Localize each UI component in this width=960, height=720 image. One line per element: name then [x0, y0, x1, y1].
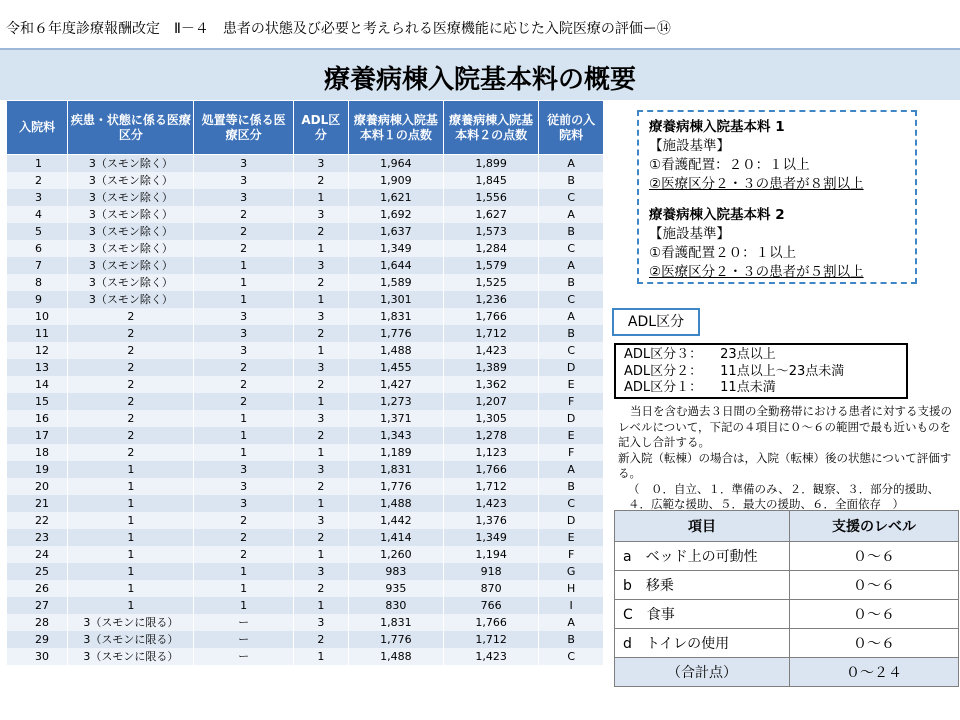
fee-number: 29	[7, 631, 68, 648]
adl-category: 3	[293, 206, 348, 223]
table-row	[7, 393, 604, 410]
fee-number: 18	[7, 444, 68, 461]
disease-category: 3（スモン除く）	[68, 291, 194, 308]
title-bar	[0, 48, 960, 100]
header	[0, 0, 960, 46]
points-1: 1,349	[348, 240, 443, 257]
previous-fee: B	[539, 172, 604, 189]
adl-category: 2	[293, 376, 348, 393]
adl-category: 1	[293, 189, 348, 206]
adl-category: 3	[293, 410, 348, 427]
table-row	[7, 240, 604, 257]
treatment-category: 3	[194, 461, 293, 478]
points-2: 1,236	[444, 291, 539, 308]
previous-fee: H	[539, 580, 604, 597]
previous-fee: I	[539, 597, 604, 614]
points-1: 1,427	[348, 376, 443, 393]
disease-category: 3（スモン除く）	[68, 257, 194, 274]
previous-fee: F	[539, 444, 604, 461]
fee-number: 24	[7, 546, 68, 563]
table-row	[7, 206, 604, 223]
support-item: b 移乗	[615, 571, 790, 600]
disease-category: 2	[68, 308, 194, 325]
previous-fee: B	[539, 325, 604, 342]
support-total-label: （合計点）	[615, 658, 790, 687]
previous-fee: D	[539, 512, 604, 529]
table-row	[7, 529, 604, 546]
treatment-category: 2	[194, 512, 293, 529]
table-row	[7, 274, 604, 291]
adl-category: 3	[293, 359, 348, 376]
points-1: 1,621	[348, 189, 443, 206]
fee-number: 30	[7, 648, 68, 665]
table-row	[7, 580, 604, 597]
treatment-category: 2	[194, 393, 293, 410]
points-2: 1,362	[444, 376, 539, 393]
fee-number: 19	[7, 461, 68, 478]
treatment-category: 2	[194, 223, 293, 240]
treatment-category: 3	[194, 478, 293, 495]
col-header-disease: 疾患・状態に係る医療区分	[68, 101, 194, 155]
desc-paragraph-1: 当日を含む過去３日間の全勤務帯における患者に対する支援のレベルについて，下記の４項目に０～６の範囲で最も近いものを記入し合計する。	[618, 404, 952, 449]
adl-category: 1	[293, 342, 348, 359]
adl-category: 2	[293, 172, 348, 189]
fee-number: 2	[7, 172, 68, 189]
fee-number: 4	[7, 206, 68, 223]
previous-fee: A	[539, 155, 604, 173]
support-level: ０～６	[790, 542, 959, 571]
adl-category: 3	[293, 308, 348, 325]
points-2: 1,194	[444, 546, 539, 563]
fee-number: 1	[7, 155, 68, 173]
disease-category: 3（スモン除く）	[68, 172, 194, 189]
adl-category: 3	[293, 461, 348, 478]
adl-category: 1	[293, 240, 348, 257]
adl-category: 2	[293, 223, 348, 240]
points-1: 1,488	[348, 648, 443, 665]
fee-number: 5	[7, 223, 68, 240]
points-2: 1,556	[444, 189, 539, 206]
adl-category: 2	[293, 631, 348, 648]
treatment-category: 3	[194, 495, 293, 512]
points-1: 1,692	[348, 206, 443, 223]
treatment-category: 1	[194, 257, 293, 274]
treatment-category: 1	[194, 597, 293, 614]
points-1: 1,644	[348, 257, 443, 274]
disease-category: 1	[68, 512, 194, 529]
fee-number: 13	[7, 359, 68, 376]
treatment-category: 3	[194, 342, 293, 359]
points-2: 1,284	[444, 240, 539, 257]
points-1: 1,189	[348, 444, 443, 461]
previous-fee: G	[539, 563, 604, 580]
fee-number: 14	[7, 376, 68, 393]
previous-fee: E	[539, 427, 604, 444]
points-2: 1,525	[444, 274, 539, 291]
support-item: d トイレの使用	[615, 629, 790, 658]
criteria-2-subtitle: 【施設基準】	[649, 226, 730, 242]
table-row	[7, 410, 604, 427]
support-item: C 食事	[615, 600, 790, 629]
criteria-1-subtitle: 【施設基準】	[649, 138, 730, 154]
page-title: 療養病棟入院基本料の概要	[323, 65, 636, 95]
disease-category: 1	[68, 461, 194, 478]
disease-category: 2	[68, 444, 194, 461]
adl-category: 2	[293, 580, 348, 597]
disease-category: 3（スモン除く）	[68, 206, 194, 223]
disease-category: 3（スモンに限る）	[68, 648, 194, 665]
points-1: 1,776	[348, 478, 443, 495]
adl-category: 3	[293, 257, 348, 274]
points-1: 1,488	[348, 342, 443, 359]
previous-fee: A	[539, 461, 604, 478]
adl-section-label: ADL区分	[612, 308, 700, 336]
disease-category: 1	[68, 478, 194, 495]
table-row	[7, 597, 604, 614]
previous-fee: D	[539, 359, 604, 376]
adl-category: 2	[293, 274, 348, 291]
points-2: 918	[444, 563, 539, 580]
previous-fee: B	[539, 478, 604, 495]
fee-number: 20	[7, 478, 68, 495]
treatment-category: 2	[194, 240, 293, 257]
points-2: 1,712	[444, 631, 539, 648]
fee-number: 6	[7, 240, 68, 257]
criteria-1-title: 療養病棟入院基本料 1	[649, 119, 785, 135]
fee-table-header-row	[7, 101, 604, 155]
points-2: 1,349	[444, 529, 539, 546]
col-header-points2: 療養病棟入院基本料２の点数	[444, 101, 539, 155]
previous-fee: E	[539, 376, 604, 393]
disease-category: 2	[68, 376, 194, 393]
points-2: 766	[444, 597, 539, 614]
points-1: 1,442	[348, 512, 443, 529]
fee-number: 21	[7, 495, 68, 512]
table-row	[7, 189, 604, 206]
fee-number: 7	[7, 257, 68, 274]
fee-number: 3	[7, 189, 68, 206]
table-row	[7, 291, 604, 308]
support-item: a ベッド上の可動性	[615, 542, 790, 571]
disease-category: 1	[68, 580, 194, 597]
treatment-category: 2	[194, 546, 293, 563]
treatment-category: 3	[194, 308, 293, 325]
adl-row-1	[624, 380, 898, 397]
points-1: 1,589	[348, 274, 443, 291]
previous-fee: C	[539, 189, 604, 206]
criteria-1-line-1: ①看護配置：２０：１以上	[649, 157, 810, 173]
adl-row-3	[624, 347, 898, 364]
points-1: 1,776	[348, 325, 443, 342]
adl-category: 1	[293, 444, 348, 461]
support-header-row	[615, 511, 959, 542]
support-header-level: 支援のレベル	[790, 511, 959, 542]
fee-number: 17	[7, 427, 68, 444]
points-2: 1,423	[444, 495, 539, 512]
adl-row-1-value: 11点未満	[720, 380, 776, 395]
facility-criteria-box	[637, 110, 917, 284]
points-2: 1,899	[444, 155, 539, 173]
points-1: 983	[348, 563, 443, 580]
points-2: 1,123	[444, 444, 539, 461]
col-header-previous: 従前の入院料	[539, 101, 604, 155]
treatment-category: 1	[194, 580, 293, 597]
adl-threshold-box	[614, 343, 908, 399]
previous-fee: A	[539, 257, 604, 274]
previous-fee: F	[539, 393, 604, 410]
previous-fee: A	[539, 308, 604, 325]
points-1: 1,776	[348, 631, 443, 648]
previous-fee: C	[539, 648, 604, 665]
adl-category: 2	[293, 325, 348, 342]
previous-fee: B	[539, 631, 604, 648]
table-row	[7, 257, 604, 274]
treatment-category: ー	[194, 648, 293, 665]
points-2: 870	[444, 580, 539, 597]
table-row	[7, 155, 604, 173]
treatment-category: 3	[194, 189, 293, 206]
treatment-category: ー	[194, 631, 293, 648]
support-total-row	[615, 658, 959, 687]
points-2: 1,305	[444, 410, 539, 427]
adl-row-3-value: 23点以上	[720, 347, 776, 362]
points-1: 1,831	[348, 461, 443, 478]
treatment-category: 2	[194, 376, 293, 393]
points-1: 1,301	[348, 291, 443, 308]
disease-category: 3（スモン除く）	[68, 223, 194, 240]
table-row	[7, 631, 604, 648]
treatment-category: 3	[194, 325, 293, 342]
treatment-category: 2	[194, 529, 293, 546]
col-header-fee: 入院料	[7, 101, 68, 155]
adl-row-2-value: 11点以上～23点未満	[720, 363, 845, 379]
table-row	[7, 308, 604, 325]
table-row	[7, 172, 604, 189]
adl-row-2	[624, 364, 898, 381]
table-row	[7, 444, 604, 461]
criteria-1-line-2: ②医療区分２・３の患者が８割以上	[649, 176, 864, 192]
points-1: 935	[348, 580, 443, 597]
support-level: ０～６	[790, 571, 959, 600]
adl-row-2-key: ADL区分２：	[624, 363, 703, 379]
adl-category: 1	[293, 597, 348, 614]
adl-row-3-key: ADL区分３：	[624, 347, 703, 362]
table-row	[7, 648, 604, 665]
table-row	[7, 546, 604, 563]
table-row	[7, 461, 604, 478]
points-2: 1,579	[444, 257, 539, 274]
disease-category: 1	[68, 546, 194, 563]
adl-category: 3	[293, 614, 348, 631]
disease-category: 1	[68, 563, 194, 580]
adl-category: 1	[293, 648, 348, 665]
points-2: 1,766	[444, 614, 539, 631]
points-2: 1,766	[444, 308, 539, 325]
disease-category: 1	[68, 495, 194, 512]
disease-category: 3（スモン除く）	[68, 240, 194, 257]
support-level: ０～６	[790, 600, 959, 629]
table-row	[7, 223, 604, 240]
disease-category: 2	[68, 410, 194, 427]
treatment-category: 1	[194, 274, 293, 291]
adl-row-1-key: ADL区分１：	[624, 380, 703, 395]
previous-fee: D	[539, 410, 604, 427]
adl-category: 3	[293, 512, 348, 529]
disease-category: 3（スモン除く）	[68, 155, 194, 173]
disease-category: 1	[68, 597, 194, 614]
fee-table-body	[7, 155, 604, 666]
points-1: 1,414	[348, 529, 443, 546]
previous-fee: A	[539, 614, 604, 631]
support-row	[615, 571, 959, 600]
fee-number: 16	[7, 410, 68, 427]
fee-number: 11	[7, 325, 68, 342]
points-2: 1,423	[444, 648, 539, 665]
adl-category: 2	[293, 529, 348, 546]
criteria-2-title: 療養病棟入院基本料 2	[649, 207, 785, 223]
previous-fee: E	[539, 529, 604, 546]
disease-category: 2	[68, 427, 194, 444]
points-1: 1,343	[348, 427, 443, 444]
previous-fee: B	[539, 274, 604, 291]
table-row	[7, 342, 604, 359]
treatment-category: 1	[194, 427, 293, 444]
fee-number: 8	[7, 274, 68, 291]
disease-category: 2	[68, 393, 194, 410]
fee-number: 28	[7, 614, 68, 631]
points-1: 1,831	[348, 308, 443, 325]
previous-fee: F	[539, 546, 604, 563]
support-header-item: 項目	[615, 511, 790, 542]
support-total-value: ０～２４	[790, 658, 959, 687]
points-2: 1,376	[444, 512, 539, 529]
points-1: 1,455	[348, 359, 443, 376]
points-1: 1,831	[348, 614, 443, 631]
points-2: 1,573	[444, 223, 539, 240]
points-2: 1,627	[444, 206, 539, 223]
support-row	[615, 600, 959, 629]
previous-fee: C	[539, 291, 604, 308]
points-1: 1,371	[348, 410, 443, 427]
disease-category: 2	[68, 325, 194, 342]
fee-number: 26	[7, 580, 68, 597]
support-row	[615, 629, 959, 658]
table-row	[7, 427, 604, 444]
table-row	[7, 495, 604, 512]
treatment-category: 1	[194, 291, 293, 308]
treatment-category: 3	[194, 172, 293, 189]
adl-category: 3	[293, 155, 348, 173]
fee-number: 23	[7, 529, 68, 546]
adl-description	[618, 404, 958, 513]
adl-category: 2	[293, 478, 348, 495]
disease-category: 3（スモン除く）	[68, 189, 194, 206]
fee-number: 25	[7, 563, 68, 580]
criteria-2-line-1: ①看護配置２０：１以上	[649, 245, 797, 261]
points-1: 1,260	[348, 546, 443, 563]
fee-table	[6, 100, 604, 665]
previous-fee: C	[539, 240, 604, 257]
points-1: 1,964	[348, 155, 443, 173]
adl-category: 3	[293, 563, 348, 580]
points-1: 1,637	[348, 223, 443, 240]
adl-category: 2	[293, 427, 348, 444]
adl-category: 1	[293, 393, 348, 410]
treatment-category: 2	[194, 359, 293, 376]
support-level: ０～６	[790, 629, 959, 658]
desc-paragraph-2: 新入院（転棟）の場合は，入院（転棟）後の状態について評価する。	[618, 450, 952, 480]
points-1: 1,488	[348, 495, 443, 512]
adl-category: 1	[293, 546, 348, 563]
disease-category: 2	[68, 359, 194, 376]
points-2: 1,766	[444, 461, 539, 478]
previous-fee: C	[539, 495, 604, 512]
disease-category: 3（スモンに限る）	[68, 614, 194, 631]
treatment-category: ー	[194, 614, 293, 631]
points-2: 1,207	[444, 393, 539, 410]
fee-number: 22	[7, 512, 68, 529]
treatment-category: 3	[194, 155, 293, 173]
header-text: 令和６年度診療報酬改定 Ⅱ－４ 患者の状態及び必要と考えられる医療機能に応じた入院医療の評価ー⑭	[6, 21, 671, 37]
disease-category: 3（スモン除く）	[68, 274, 194, 291]
adl-category: 1	[293, 291, 348, 308]
table-row	[7, 325, 604, 342]
fee-number: 9	[7, 291, 68, 308]
fee-number: 15	[7, 393, 68, 410]
disease-category: 1	[68, 529, 194, 546]
disease-category: 2	[68, 342, 194, 359]
col-header-adl: ADL区分	[293, 101, 348, 155]
col-header-treatment: 処置等に係る医療区分	[194, 101, 293, 155]
desc-paragraph-3: （ ０．自立、１．準備のみ、２．観察、３．部分的援助、４．広範な援助、５．最大の援助、６．全面依存 ）	[628, 481, 940, 511]
treatment-category: 1	[194, 444, 293, 461]
table-row	[7, 512, 604, 529]
previous-fee: C	[539, 342, 604, 359]
table-row	[7, 359, 604, 376]
table-row	[7, 376, 604, 393]
support-row	[615, 542, 959, 571]
treatment-category: 1	[194, 410, 293, 427]
adl-category: 1	[293, 495, 348, 512]
points-2: 1,389	[444, 359, 539, 376]
previous-fee: A	[539, 206, 604, 223]
points-1: 1,909	[348, 172, 443, 189]
points-2: 1,845	[444, 172, 539, 189]
col-header-points1: 療養病棟入院基本料１の点数	[348, 101, 443, 155]
criteria-2-line-2: ②医療区分２・３の患者が５割以上	[649, 264, 864, 280]
table-row	[7, 614, 604, 631]
treatment-category: 2	[194, 206, 293, 223]
points-1: 1,273	[348, 393, 443, 410]
table-row	[7, 563, 604, 580]
points-2: 1,712	[444, 478, 539, 495]
points-2: 1,423	[444, 342, 539, 359]
support-level-table	[614, 510, 959, 687]
treatment-category: 1	[194, 563, 293, 580]
points-1: 830	[348, 597, 443, 614]
disease-category: 3（スモンに限る）	[68, 631, 194, 648]
points-2: 1,278	[444, 427, 539, 444]
fee-number: 10	[7, 308, 68, 325]
previous-fee: B	[539, 223, 604, 240]
points-2: 1,712	[444, 325, 539, 342]
table-row	[7, 478, 604, 495]
fee-number: 27	[7, 597, 68, 614]
fee-number: 12	[7, 342, 68, 359]
